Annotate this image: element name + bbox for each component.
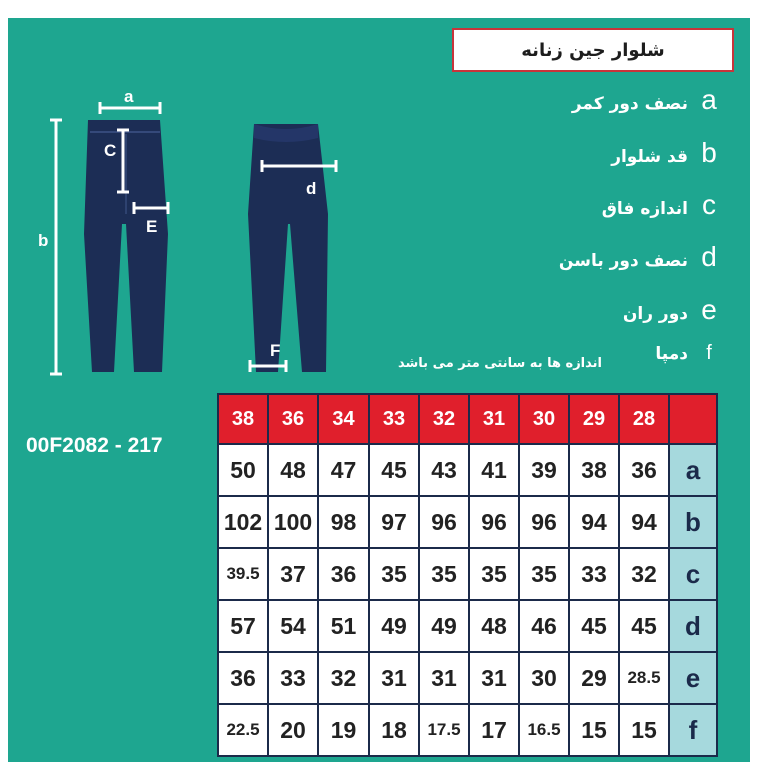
value-cell: 94 <box>619 496 669 548</box>
value-cell: 50 <box>218 444 268 496</box>
legend-item-e <box>623 294 724 326</box>
value-cell: 32 <box>619 548 669 600</box>
value-cell: 22.5 <box>218 704 268 756</box>
front-jeans <box>84 120 168 372</box>
value-cell: 51 <box>318 600 369 652</box>
corner-cell <box>669 394 717 444</box>
value-cell: 46 <box>519 600 569 652</box>
legend-text: دمپا <box>655 344 688 364</box>
value-cell: 48 <box>268 444 318 496</box>
row-label: b <box>669 496 717 548</box>
value-cell: 30 <box>519 652 569 704</box>
size-cell: 31 <box>469 394 519 444</box>
table-row <box>218 496 717 548</box>
value-cell: 49 <box>419 600 469 652</box>
value-cell: 15 <box>619 704 669 756</box>
legend-item-d <box>559 241 724 273</box>
table-row <box>218 444 717 496</box>
value-cell: 96 <box>519 496 569 548</box>
legend-text: نصف دور کمر <box>571 94 688 114</box>
row-label: d <box>669 600 717 652</box>
value-cell: 96 <box>469 496 519 548</box>
value-cell: 97 <box>369 496 419 548</box>
row-label: c <box>669 548 717 600</box>
row-label: e <box>669 652 717 704</box>
units-note: اندازه ها به سانتی متر می باشد <box>398 356 602 371</box>
label-a: a <box>124 87 134 106</box>
legend-letter: d <box>701 241 717 272</box>
value-cell: 29 <box>569 652 619 704</box>
table-row <box>218 652 717 704</box>
table-row <box>218 600 717 652</box>
value-cell: 16.5 <box>519 704 569 756</box>
value-cell: 19 <box>318 704 369 756</box>
size-cell: 32 <box>419 394 469 444</box>
value-cell: 37 <box>268 548 318 600</box>
value-cell: 48 <box>469 600 519 652</box>
value-cell: 35 <box>419 548 469 600</box>
page-title <box>452 28 734 72</box>
value-cell: 33 <box>569 548 619 600</box>
table-header-row <box>218 394 717 444</box>
legend-letter: f <box>706 342 712 364</box>
product-code: 00F2082 - 217 <box>26 434 163 457</box>
label-c: C <box>104 141 117 160</box>
title-text: شلوار جین زنانه <box>521 39 665 61</box>
value-cell: 35 <box>469 548 519 600</box>
value-cell: 43 <box>419 444 469 496</box>
value-cell: 102 <box>218 496 268 548</box>
legend-letter: e <box>701 294 717 325</box>
legend-item-f <box>655 342 724 365</box>
label-b: b <box>38 231 49 250</box>
value-cell: 45 <box>369 444 419 496</box>
value-cell: 31 <box>369 652 419 704</box>
legend-text: نصف دور باسن <box>558 251 688 271</box>
value-cell: 17 <box>469 704 519 756</box>
table-row <box>218 704 717 756</box>
value-cell: 100 <box>268 496 318 548</box>
value-cell: 39.5 <box>218 548 268 600</box>
value-cell: 45 <box>569 600 619 652</box>
value-cell: 31 <box>469 652 519 704</box>
size-cell: 33 <box>369 394 419 444</box>
value-cell: 36 <box>218 652 268 704</box>
value-cell: 98 <box>318 496 369 548</box>
value-cell: 33 <box>268 652 318 704</box>
value-cell: 32 <box>318 652 369 704</box>
legend-letter: a <box>701 84 717 115</box>
size-cell: 38 <box>218 394 268 444</box>
value-cell: 15 <box>569 704 619 756</box>
back-jeans <box>248 124 328 372</box>
legend-item-a <box>572 84 724 116</box>
value-cell: 38 <box>569 444 619 496</box>
value-cell: 35 <box>519 548 569 600</box>
value-cell: 20 <box>268 704 318 756</box>
value-cell: 45 <box>619 600 669 652</box>
label-e: E <box>146 217 158 236</box>
value-cell: 94 <box>569 496 619 548</box>
legend-item-c <box>602 189 724 221</box>
value-cell: 49 <box>369 600 419 652</box>
legend-letter: c <box>702 189 716 220</box>
table-row <box>218 548 717 600</box>
size-cell: 36 <box>268 394 318 444</box>
size-cell: 34 <box>318 394 369 444</box>
label-d: d <box>306 179 317 198</box>
value-cell: 36 <box>619 444 669 496</box>
value-cell: 17.5 <box>419 704 469 756</box>
label-f: F <box>270 341 281 360</box>
value-cell: 31 <box>419 652 469 704</box>
jeans-diagram <box>26 84 356 384</box>
legend-text: قد شلوار <box>611 147 688 167</box>
value-cell: 57 <box>218 600 268 652</box>
size-cell: 30 <box>519 394 569 444</box>
value-cell: 54 <box>268 600 318 652</box>
legend-text: اندازه فاق <box>601 199 688 219</box>
value-cell: 96 <box>419 496 469 548</box>
value-cell: 35 <box>369 548 419 600</box>
value-cell: 28.5 <box>619 652 669 704</box>
value-cell: 47 <box>318 444 369 496</box>
size-cell: 29 <box>569 394 619 444</box>
value-cell: 36 <box>318 548 369 600</box>
legend-item-b <box>611 137 724 169</box>
value-cell: 18 <box>369 704 419 756</box>
legend-text: دور ران <box>622 304 688 324</box>
row-label: f <box>669 704 717 756</box>
size-cell: 28 <box>619 394 669 444</box>
legend-letter: b <box>701 137 717 168</box>
size-table <box>217 393 718 757</box>
row-label: a <box>669 444 717 496</box>
value-cell: 41 <box>469 444 519 496</box>
value-cell: 39 <box>519 444 569 496</box>
